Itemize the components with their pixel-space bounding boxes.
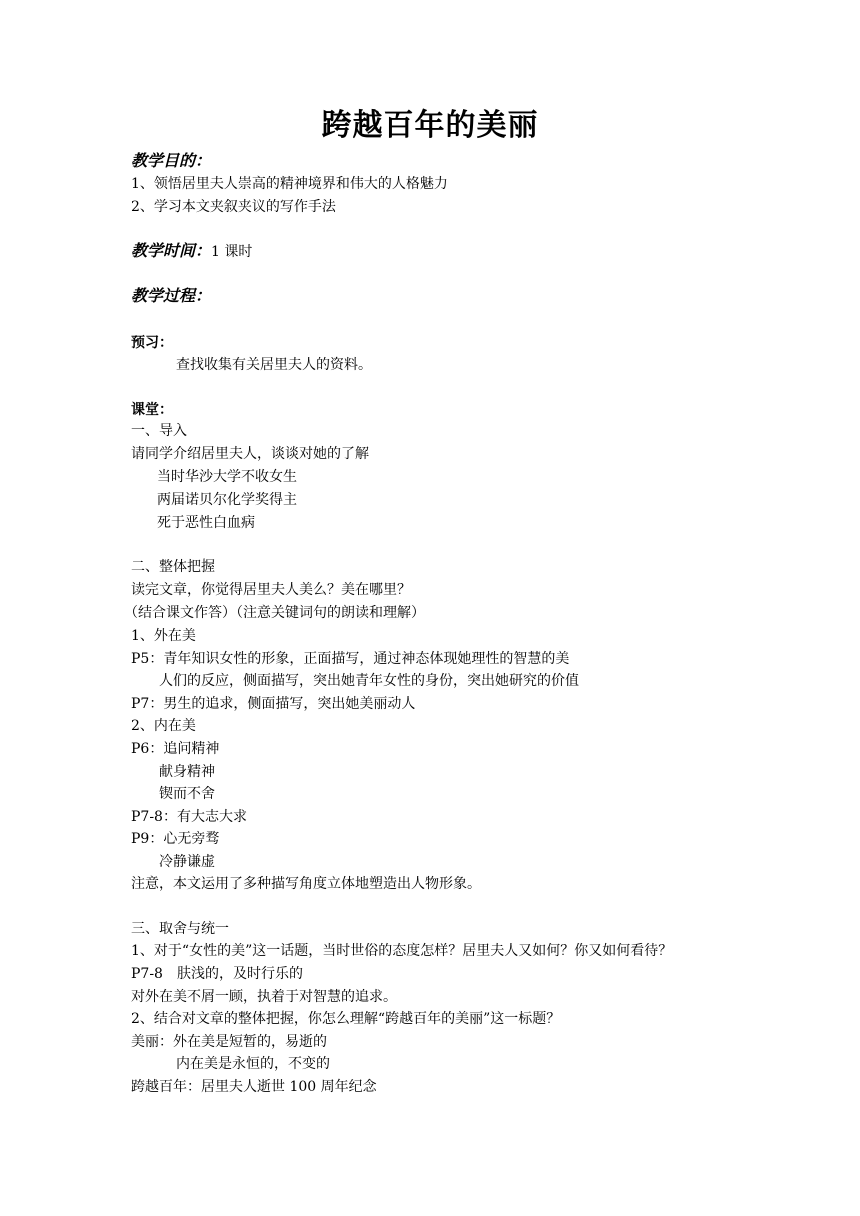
body-line: 跨越百年：居里夫人逝世 100 周年纪念 <box>131 1079 377 1095</box>
document-title: 跨越百年的美丽 <box>321 108 539 143</box>
preview-heading: 预习： <box>131 335 173 351</box>
body-line: 注意，本文运用了多种描写角度立体地塑造出人物形象。 <box>131 876 481 892</box>
objective-item: 1、领悟居里夫人崇高的精神境界和伟大的人格魅力 <box>131 176 448 192</box>
body-line: 请同学介绍居里夫人，谈谈对她的了解 <box>131 446 369 462</box>
body-line: 1、对于“女性的美”这一话题，当时世俗的态度怎样？居里夫人又如何？你又如何看待？ <box>131 943 673 959</box>
body-line: P9：心无旁骛 <box>131 831 220 847</box>
objectives-heading: 教学目的： <box>131 151 212 170</box>
classroom-heading: 课堂： <box>131 402 173 418</box>
body-line: 美丽：外在美是短暂的，易逝的 <box>131 1034 327 1050</box>
body-line: P7-8 肤浅的，及时行乐的 <box>131 966 303 982</box>
body-line: 2、结合对文章的整体把握，你怎么理解“跨越百年的美丽”这一标题？ <box>131 1011 561 1027</box>
objective-item: 2、学习本文夹叙夹议的写作手法 <box>131 199 336 215</box>
body-line: 人们的反应，侧面描写，突出她青年女性的身份，突出她研究的价值 <box>159 673 579 689</box>
body-line: 2、内在美 <box>131 718 196 734</box>
section-title: 二、整体把握 <box>131 559 215 575</box>
body-line: 对外在美不屑一顾，执着于对智慧的追求。 <box>131 989 397 1005</box>
body-line: （结合课文作答）（注意关键词句的朗读和理解） <box>124 605 425 621</box>
body-line: 献身精神 <box>159 764 215 780</box>
body-line: P6：追问精神 <box>131 741 220 757</box>
body-line: 死于恶性白血病 <box>157 515 255 531</box>
body-line: 内在美是永恒的，不变的 <box>176 1056 330 1072</box>
body-line: 冷静谦虚 <box>159 854 215 870</box>
process-heading: 教学过程： <box>131 286 212 305</box>
preview-text: 查找收集有关居里夫人的资料。 <box>176 357 372 373</box>
body-line: 读完文章，你觉得居里夫人美么？美在哪里？ <box>131 582 411 598</box>
body-line: 当时华沙大学不收女生 <box>157 469 297 485</box>
teaching-time <box>131 240 252 263</box>
section-title: 三、取舍与统一 <box>131 921 229 937</box>
body-line: P7：男生的追求，侧面描写，突出她美丽动人 <box>131 696 416 712</box>
body-line: P5：青年知识女性的形象，正面描写，通过神态体现她理性的智慧的美 <box>131 651 570 667</box>
body-line: 锲而不舍 <box>159 786 215 802</box>
time-value: 1 课时 <box>211 244 253 260</box>
body-line: 1、外在美 <box>131 628 196 644</box>
section-title: 一、导入 <box>131 423 187 439</box>
body-line: 两届诺贝尔化学奖得主 <box>157 492 297 508</box>
body-line: P7-8：有大志大求 <box>131 809 247 825</box>
time-heading: 教学时间： <box>131 241 212 260</box>
